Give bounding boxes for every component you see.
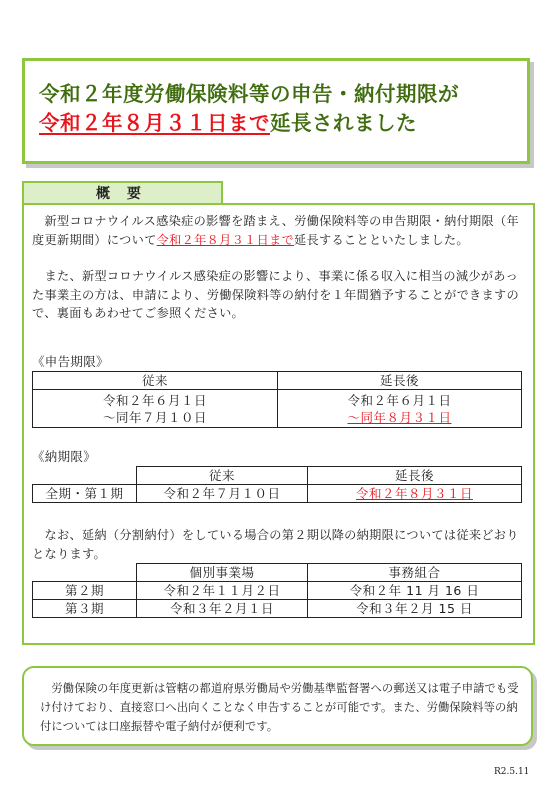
installments-table bbox=[32, 563, 522, 618]
payment-deadline-label: 《納期限》 bbox=[32, 449, 97, 464]
installment-association: 令和３年２月 15 日 bbox=[308, 600, 522, 618]
page-title-line2-rest: 延長されました bbox=[270, 111, 417, 135]
installment-individual: 令和２年１１月２日 bbox=[137, 582, 308, 600]
overview-paragraph-1 bbox=[32, 212, 528, 249]
table-row bbox=[33, 600, 522, 618]
filing-deadline-label: 《申告期限》 bbox=[32, 354, 109, 369]
page-title-line2 bbox=[39, 110, 515, 137]
filing-old-line1: 令和２年６月１日 bbox=[102, 392, 207, 408]
note-box bbox=[22, 666, 533, 746]
payment-header-old: 従来 bbox=[137, 467, 308, 485]
title-box bbox=[22, 58, 530, 164]
payment-row-label: 全期・第１期 bbox=[33, 485, 137, 503]
installments-header-association: 事務組合 bbox=[308, 564, 522, 582]
payment-old-cell: 令和２年７月１０日 bbox=[137, 485, 308, 503]
overview-tab: 概 要 bbox=[22, 181, 223, 205]
note-text: 労働保険の年度更新は管轄の都道府県労働局や労働基準監督署への郵送又は電子申請でも受け付けており、直接窓口へ出向くことなく申告することが可能です。また、労働保険料等の納付については口座振替や電子納付が便利です。 bbox=[40, 682, 519, 733]
filing-new-line1: 令和２年６月１日 bbox=[347, 392, 452, 408]
filing-header-new: 延長後 bbox=[278, 372, 522, 390]
installments-paragraph: なお、延納（分割納付）をしている場合の第２期以降の納期限については従来どおりとなります。 bbox=[32, 528, 519, 561]
payment-new-cell bbox=[308, 485, 522, 503]
table-row bbox=[33, 390, 522, 428]
installment-individual: 令和３年２月１日 bbox=[137, 600, 308, 618]
overview-para1-text-a: 新型コロナウイルス感染症の影響を踏まえ、労働保険料等の申告期限・納付期限（年度更新期間）について bbox=[32, 214, 520, 247]
table-header-row bbox=[33, 467, 522, 485]
installment-label: 第２期 bbox=[33, 582, 137, 600]
payment-header-blank bbox=[33, 467, 137, 485]
installments-header-blank bbox=[33, 564, 137, 582]
filing-header-old: 従来 bbox=[33, 372, 278, 390]
installment-label: 第３期 bbox=[33, 600, 137, 618]
table-header-row bbox=[33, 564, 522, 582]
table-row bbox=[33, 485, 522, 503]
payment-deadline-table bbox=[32, 466, 522, 503]
installments-header-individual: 個別事業場 bbox=[137, 564, 308, 582]
page-title-line1: 令和２年度労働保険料等の申告・納付期限が bbox=[39, 82, 459, 106]
payment-header-new: 延長後 bbox=[308, 467, 522, 485]
extension-date-highlight: 令和２年８月３１日まで bbox=[39, 111, 270, 135]
installment-association: 令和２年 11 月 16 日 bbox=[308, 582, 522, 600]
table-header-row bbox=[33, 372, 522, 390]
filing-old-line2: ～同年７月１０日 bbox=[102, 409, 207, 425]
payment-new-date: 令和２年８月３１日 bbox=[355, 486, 473, 501]
filing-deadline-table bbox=[32, 371, 522, 428]
filing-new-line2: ～同年８月３１日 bbox=[347, 409, 452, 425]
overview-paragraph-2: また、新型コロナウイルス感染症の影響により、事業に係る収入に相当の減少があった事業主の方は、申請により、労働保険料等の納付を１年間猶予することができますので、裏面もあわせてご参照ください。 bbox=[32, 269, 520, 320]
filing-new-cell bbox=[278, 390, 522, 428]
overview-para1-deadline: 令和２年８月３１日まで bbox=[156, 232, 295, 247]
overview-para1-text-b: 延長することといたしました。 bbox=[294, 232, 469, 247]
filing-old-cell bbox=[33, 390, 278, 428]
document-date: R2.5.11 bbox=[494, 767, 530, 777]
table-row bbox=[33, 582, 522, 600]
